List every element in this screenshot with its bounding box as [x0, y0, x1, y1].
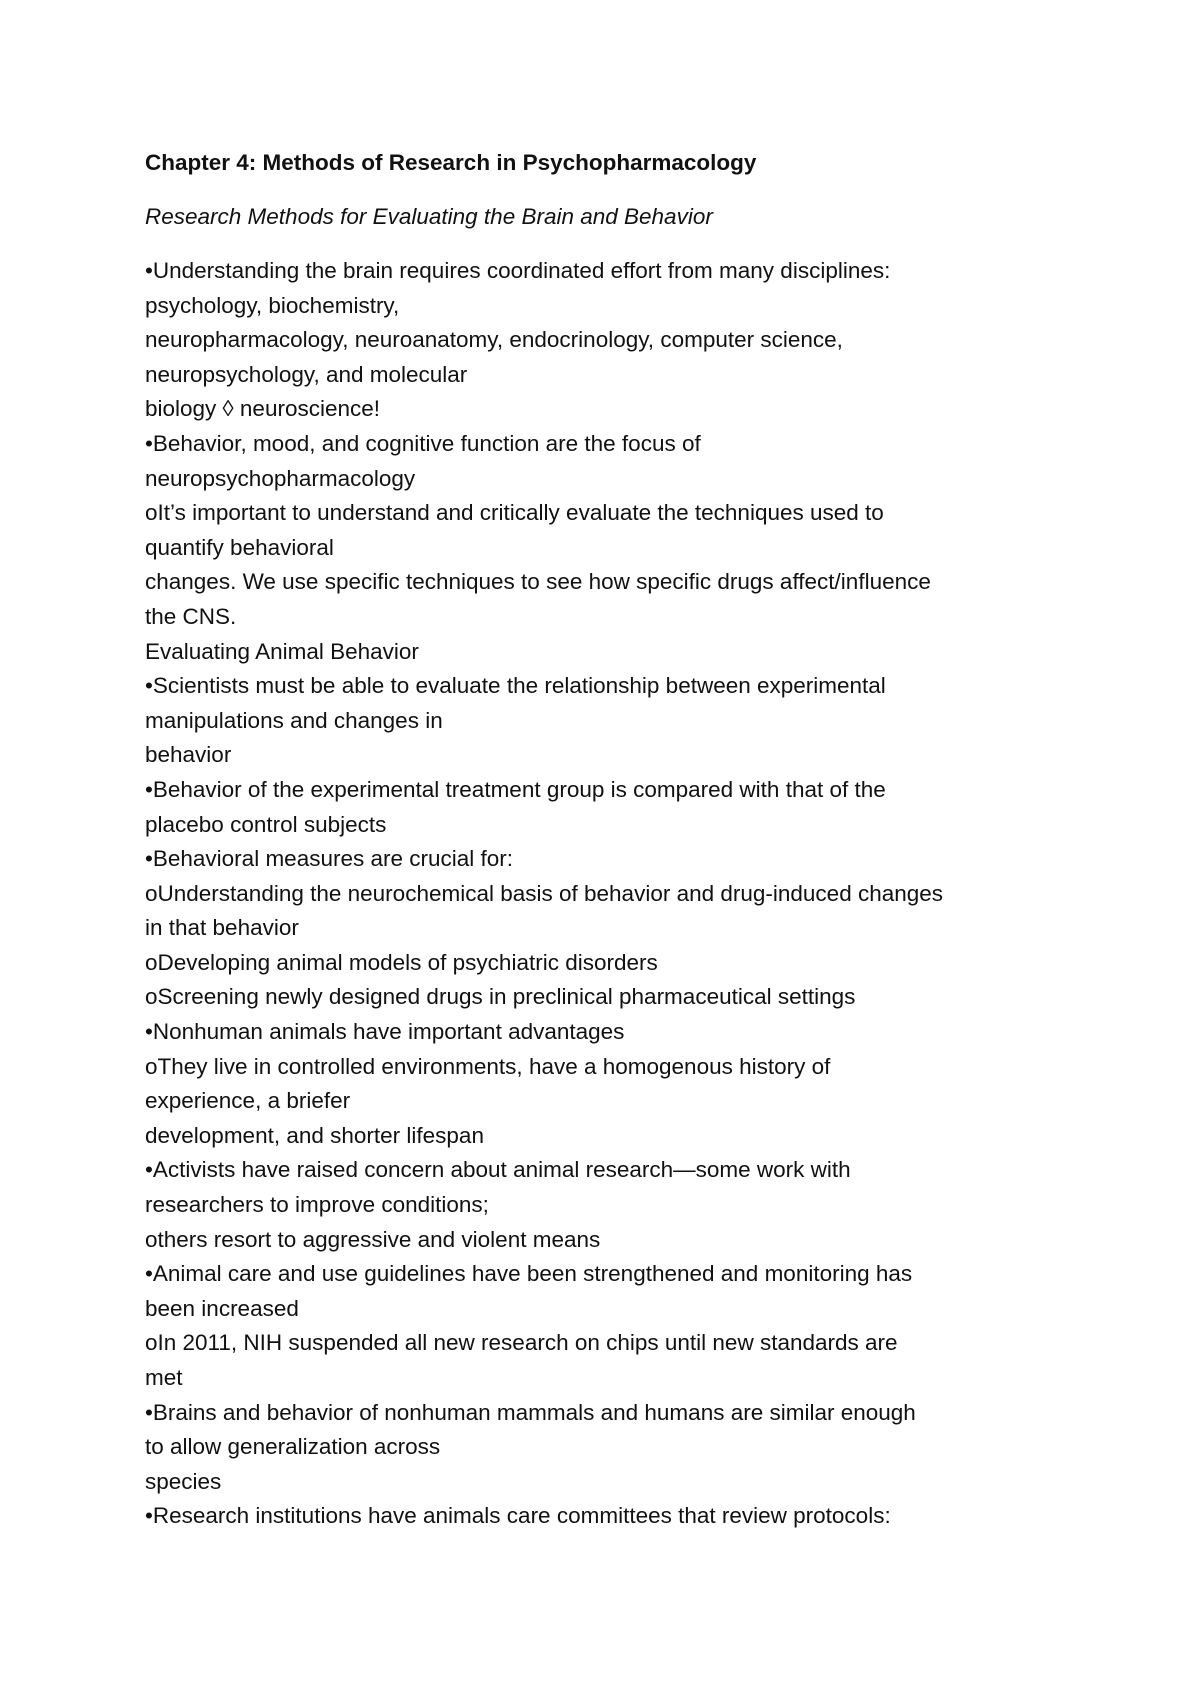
body-line: oIn 2011, NIH suspended all new research on chips until new standards are	[145, 1330, 898, 1356]
body-line: experience, a briefer	[145, 1088, 351, 1114]
body-line: others resort to aggressive and violent means	[145, 1226, 601, 1252]
body-line: neuropsychology, and molecular	[145, 361, 468, 387]
body-line: been increased	[145, 1295, 299, 1321]
body-line: oIt’s important to understand and critically evaluate the techniques used to	[145, 500, 884, 526]
chapter-title: Chapter 4: Methods of Research in Psychopharmacology	[145, 150, 757, 175]
document-body	[145, 146, 1145, 1534]
body-line: manipulations and changes in	[145, 707, 443, 733]
body-line: in that behavior	[145, 915, 299, 941]
body-line: researchers to improve conditions;	[145, 1192, 489, 1218]
body-line: •Animal care and use guidelines have been strengthened and monitoring has	[145, 1261, 913, 1287]
body-line: biology ◊ neuroscience!	[145, 396, 381, 422]
section-subtitle: Research Methods for Evaluating the Brain and Behavior	[145, 204, 713, 229]
body-line: •Activists have raised concern about animal research—some work with	[145, 1157, 851, 1183]
body-line: behavior	[145, 742, 232, 768]
body-line: quantify behavioral	[145, 534, 334, 560]
body-line: •Behavior, mood, and cognitive function are the focus of	[145, 430, 701, 456]
body-line: neuropsychopharmacology	[145, 465, 416, 491]
body-line: the CNS.	[145, 603, 237, 629]
body-line: •Behavioral measures are crucial for:	[145, 846, 514, 872]
body-line: •Scientists must be able to evaluate the relationship between experimental	[145, 673, 886, 699]
body-line: placebo control subjects	[145, 811, 387, 837]
body-line: development, and shorter lifespan	[145, 1122, 484, 1148]
body-line: •Nonhuman animals have important advantages	[145, 1019, 625, 1045]
body-line: oScreening newly designed drugs in preclinical pharmaceutical settings	[145, 984, 856, 1010]
body-line: species	[145, 1468, 222, 1494]
body-line: oUnderstanding the neurochemical basis of behavior and drug-induced changes	[145, 880, 944, 906]
body-line: •Brains and behavior of nonhuman mammals and humans are similar enough	[145, 1399, 916, 1425]
body-line: •Research institutions have animals care committees that review protocols:	[145, 1503, 891, 1529]
body-line: neuropharmacology, neuroanatomy, endocrinology, computer science,	[145, 327, 843, 353]
body-line: •Behavior of the experimental treatment group is compared with that of the	[145, 776, 886, 802]
body-line: changes. We use specific techniques to see how specific drugs affect/influence	[145, 569, 931, 595]
body-line: •Understanding the brain requires coordinated effort from many disciplines:	[145, 258, 891, 283]
body-line: oThey live in controlled environments, have a homogenous history of	[145, 1053, 831, 1079]
body-line: oDeveloping animal models of psychiatric disorders	[145, 949, 658, 975]
body-line: psychology, biochemistry,	[145, 292, 400, 318]
body-line: met	[145, 1365, 183, 1390]
section-heading: Evaluating Animal Behavior	[145, 638, 419, 664]
body-line: to allow generalization across	[145, 1434, 441, 1460]
body-text	[145, 254, 1145, 1534]
